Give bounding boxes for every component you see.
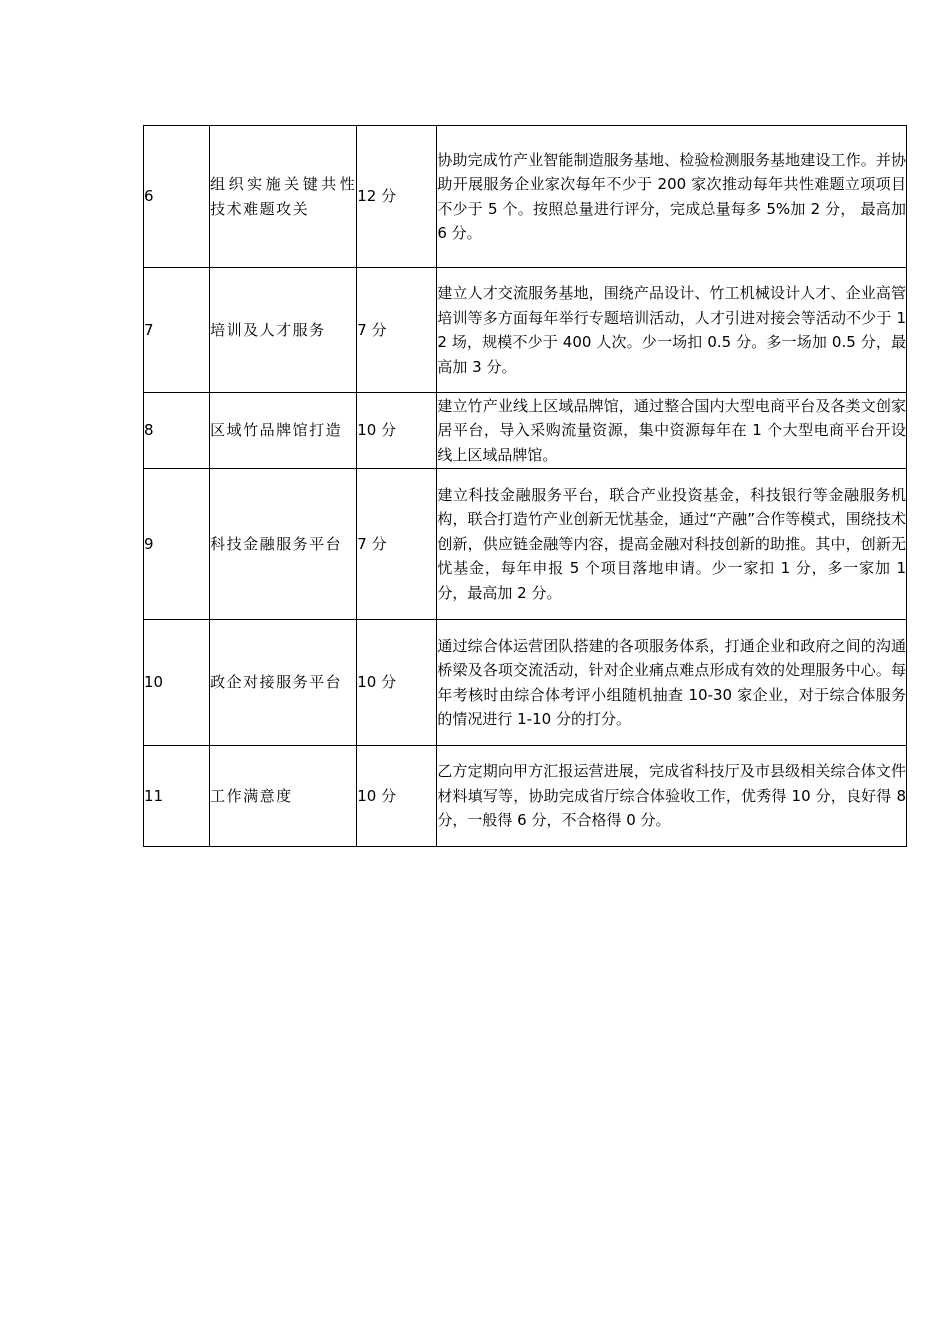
row-description-text: 协助完成竹产业智能制造服务基地、检验检测服务基地建设工作。并协助开展服务企业家次每年不少于 200 家次推动每年共性难题立项项目不少于 5 个。按照总量进行评分，完成总量每多 5%加 2 分， 最高加 6 分。 [437,150,906,242]
row-number: 8 [144,393,210,469]
row-description [437,268,907,393]
row-description [437,126,907,268]
table-row [144,469,907,620]
row-number: 7 [144,268,210,393]
table-row [144,393,907,469]
row-number: 6 [144,126,210,268]
row-description-text: 乙方定期向甲方汇报运营进展，完成省科技厅及市县级相关综合体文件材料填写等，协助完成省厅综合体验收工作，优秀得 10 分，良好得 8 分，一般得 6 分，不合格得 0 分。 [437,762,906,830]
row-score: 7 分 [357,268,437,393]
table-row [144,620,907,746]
row-description-text: 通过综合体运营团队搭建的各项服务体系，打通企业和政府之间的沟通桥梁及各项交流活动，针对企业痛点难点形成有效的处理服务中心。每年考核时由综合体考评小组随机抽查 10-30 家企业，对于综合体服务的情况进行 1-10 分的打分。 [437,636,906,728]
row-description [437,620,907,746]
table-row [144,126,907,268]
row-number: 11 [144,746,210,847]
row-score: 10 分 [357,746,437,847]
row-item-name: 培训及人才服务 [210,268,357,393]
row-item-name: 政企对接服务平台 [210,620,357,746]
scoring-table [143,125,907,847]
row-description-text: 建立竹产业线上区域品牌馆，通过整合国内大型电商平台及各类文创家居平台，导入采购流量资源，集中资源每年在 1 个大型电商平台开设线上区域品牌馆。 [437,396,906,464]
row-number: 9 [144,469,210,620]
row-score: 12 分 [357,126,437,268]
row-score: 10 分 [357,620,437,746]
row-description [437,746,907,847]
row-item-name: 区域竹品牌馆打造 [210,393,357,469]
row-score: 10 分 [357,393,437,469]
row-score: 7 分 [357,469,437,620]
row-description-text: 建立科技金融服务平台，联合产业投资基金，科技银行等金融服务机构，联合打造竹产业创新无忧基金，通过“产融”合作等模式，围绕技术创新，供应链金融等内容，提高金融对科技创新的助推。其中，创新无忧基金，每年申报 5 个项目落地申请。少一家扣 1 分，多一家加 1 分，最高加 2 分。 [437,485,906,602]
row-item-name: 组织实施关键共性技术难题攻关 [210,126,357,268]
row-item-name: 工作满意度 [210,746,357,847]
row-number: 10 [144,620,210,746]
row-description-text: 建立人才交流服务基地，围绕产品设计、竹工机械设计人才、企业高管培训等多方面每年举行专题培训活动，人才引进对接会等活动不少于 12 场，规模不少于 400 人次。少一场扣 0.5 分。多一场加 0.5 分，最高加 3 分。 [437,284,906,376]
table-row [144,746,907,847]
row-description [437,469,907,620]
table-row [144,268,907,393]
row-description [437,393,907,469]
row-item-name: 科技金融服务平台 [210,469,357,620]
